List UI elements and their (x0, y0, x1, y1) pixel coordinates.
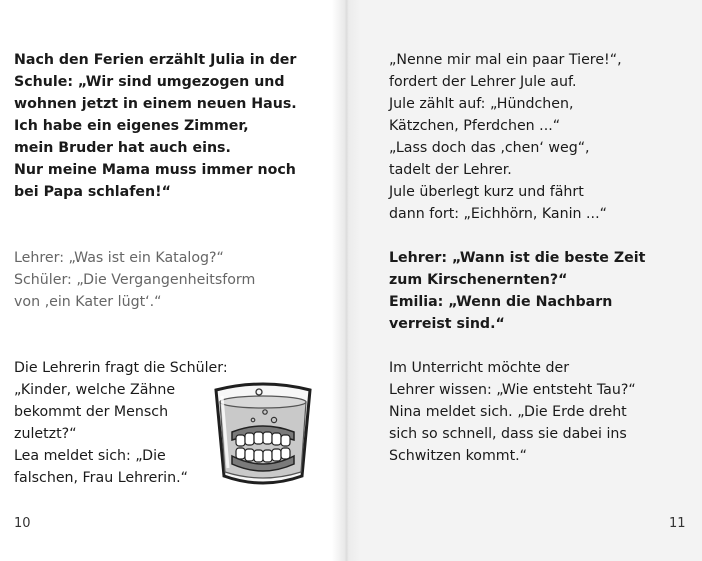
text-line: „Kinder, welche Zähne (14, 382, 176, 398)
text-line: Schüler: „Die Vergangenheitsform (14, 272, 256, 288)
page-number-left: 10 (14, 516, 31, 531)
text-line: Jule überlegt kurz und fährt (389, 184, 584, 200)
text-line: Ich habe ein eigenes Zimmer, (14, 118, 249, 134)
book-spine (332, 0, 360, 561)
text-line: Lea meldet sich: „Die (14, 448, 166, 464)
glass-with-dentures-icon (212, 380, 314, 488)
joke-moving-house (14, 49, 297, 203)
joke-dew (389, 357, 636, 467)
text-line: Kätzchen, Pferdchen ...“ (389, 118, 561, 134)
text-line: Lehrer: „Was ist ein Katalog?“ (14, 250, 224, 266)
text-line: Lehrer: „Wann ist die beste Zeit (389, 250, 646, 266)
text-line: tadelt der Lehrer. (389, 162, 512, 178)
text-line: dann fort: „Eichhörn, Kanin ...“ (389, 206, 607, 222)
joke-animals (389, 49, 622, 225)
text-line: mein Bruder hat auch eins. (14, 140, 231, 156)
text-line: Schule: „Wir sind umgezogen und (14, 74, 285, 90)
text-line: „Lass doch das ‚chen‘ weg“, (389, 140, 590, 156)
text-line: Die Lehrerin fragt die Schüler: (14, 360, 228, 376)
text-line: sich so schnell, dass sie dabei ins (389, 426, 627, 442)
text-line: falschen, Frau Lehrerin.“ (14, 470, 188, 486)
text-line: Nina meldet sich. „Die Erde dreht (389, 404, 627, 420)
text-line: verreist sind.“ (389, 316, 505, 332)
text-line: Lehrer wissen: „Wie entsteht Tau?“ (389, 382, 636, 398)
text-line: wohnen jetzt in einem neuen Haus. (14, 96, 297, 112)
text-line: Jule zählt auf: „Hündchen, (389, 96, 574, 112)
text-line: zuletzt?“ (14, 426, 77, 442)
text-line: von ‚ein Kater lügt‘.“ (14, 294, 162, 310)
text-line: fordert der Lehrer Jule auf. (389, 74, 577, 90)
text-line: Im Unterricht möchte der (389, 360, 570, 376)
text-line: Emilia: „Wenn die Nachbarn (389, 294, 613, 310)
page-number-right: 11 (669, 516, 686, 531)
joke-katalog (14, 247, 255, 313)
text-line: zum Kirschenernten?“ (389, 272, 568, 288)
joke-cherries (389, 247, 645, 335)
text-line: Nur meine Mama muss immer noch (14, 162, 296, 178)
text-line: bekommt der Mensch (14, 404, 169, 420)
text-line: bei Papa schlafen!“ (14, 184, 171, 200)
text-line: „Nenne mir mal ein paar Tiere!“, (389, 52, 622, 68)
joke-teeth (14, 357, 228, 489)
text-line: Nach den Ferien erzählt Julia in der (14, 52, 297, 68)
text-line: Schwitzen kommt.“ (389, 448, 528, 464)
